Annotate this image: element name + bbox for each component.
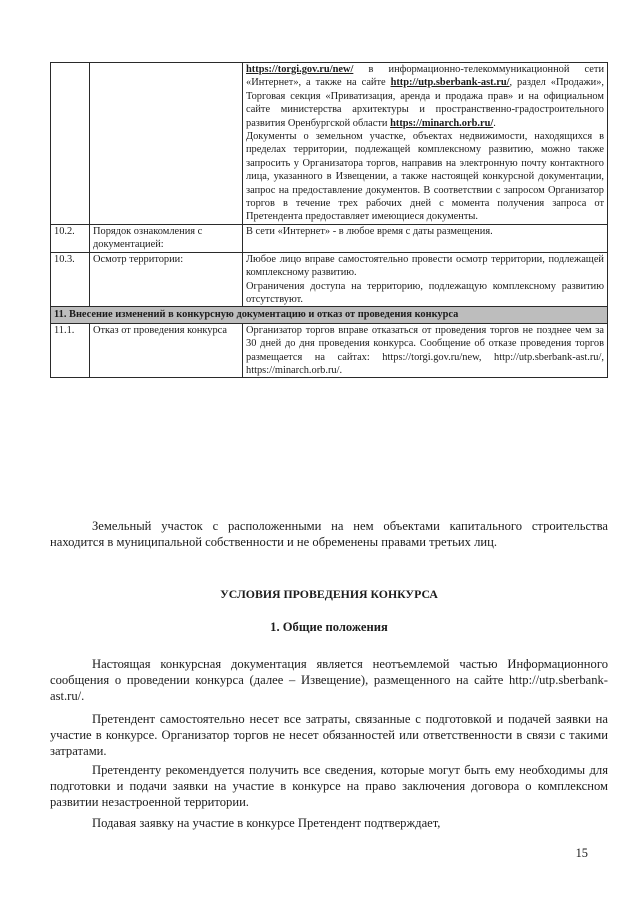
- table-row-continued: [51, 63, 608, 225]
- row-text: В сети «Интернет» - в любое время с даты размещения.: [243, 224, 608, 252]
- land-plot-paragraph: Земельный участок с расположенными на нем объектами капитального строительства находится в муниципальной собственности и не обременены правами третьих лиц.: [50, 519, 608, 550]
- section-header-row: [51, 307, 608, 323]
- access-restrictions-text: Ограничения доступа на территорию, подлежащую комплексному развитию отсутствуют.: [246, 280, 604, 305]
- row-label: Порядок ознакомления с документацией:: [90, 224, 243, 252]
- body-paragraph-1: Настоящая конкурсная документация является неотъемлемой частью Информационного сообщения о проведении конкурса (далее – Извещение), размещенного на сайте http://utp.sberbank-ast.ru/.: [50, 657, 608, 704]
- sberbank-link[interactable]: http://utp.sberbank-ast.ru/: [390, 77, 510, 89]
- row-label: Осмотр территории:: [90, 252, 243, 307]
- row-number: 10.3.: [51, 252, 90, 307]
- subsection-heading: 1. Общие положения: [270, 620, 388, 634]
- table-row-10-3: [51, 252, 608, 307]
- table-row-10-2: [51, 224, 608, 252]
- row-label-cell: [90, 63, 243, 225]
- documents-request-text: Документы о земельном участке, объектах недвижимости, находящихся в пределах территории, подлежащей комплексному развитию, можно также запросить у Организатора торгов, направив на электронную почту контактного лица, указанного в Извещении, а также настоящей конкурсной документации, запрос на предоставление документов. В соответствии с запросом Организатор торгов в течение трех рабочих дней с момента получения запроса от Претендента предоставляет имеющиеся документы.: [246, 131, 604, 223]
- row-number: 10.2.: [51, 224, 90, 252]
- row-number: 11.1.: [51, 323, 90, 378]
- row-text: Организатор торгов вправе отказаться от проведения торгов не позднее чем за 30 дней до дня проведения конкурса. Сообщение об отказе проведения торгов размещается на сайтах: https://torgi.gov.ru/new, http://utp.sberbank-ast.ru/, https://minarch.orb.ru/.: [243, 323, 608, 378]
- row-label: Отказ от проведения конкурса: [90, 323, 243, 378]
- inspection-text: Любое лицо вправе самостоятельно провести осмотр территории, подлежащей комплексному развитию.: [246, 253, 604, 279]
- section-11-title: 11. Внесение изменений в конкурсную документацию и отказ от проведения конкурса: [51, 307, 608, 323]
- torgi-link[interactable]: https://torgi.gov.ru/new/: [246, 64, 354, 75]
- publication-sites-text: https://torgi.gov.ru/new/ в информационно-телекоммуникационной сети «Интернет», а также на сайте http://utp.sberbank-ast.ru/, раздел «Продажи», Торговая секция «Приватизация, аренда и продажа прав» и на официальном сайте министерства архитектуры и пространственно-градостроительного развития Оренбургской области https://minarch.orb.ru/.: [246, 64, 604, 129]
- page-number: 15: [575, 846, 588, 860]
- row-text-cell: [243, 63, 608, 225]
- minarch-link[interactable]: https://minarch.orb.ru/: [390, 117, 494, 129]
- body-paragraph-2: Претендент самостоятельно несет все затраты, связанные с подготовкой и подачей заявки на участие в конкурсе. Организатор торгов не несет обязанностей или ответственности в связи с такими затратами.: [50, 712, 608, 759]
- row-text: [243, 252, 608, 307]
- table-row-11-1: [51, 323, 608, 378]
- section-heading: УСЛОВИЯ ПРОВЕДЕНИЯ КОНКУРСА: [220, 587, 438, 601]
- row-number-cell: [51, 63, 90, 225]
- body-paragraph-3: Претенденту рекомендуется получить все сведения, которые могут быть ему необходимы для подготовки и подачи заявки на участие в конкурсе на право заключения договора о комплексном развитии незастроенной территории.: [50, 763, 608, 810]
- body-paragraph-4: Подавая заявку на участие в конкурсе Претендент подтверждает,: [92, 816, 441, 830]
- procedure-table: [50, 62, 608, 378]
